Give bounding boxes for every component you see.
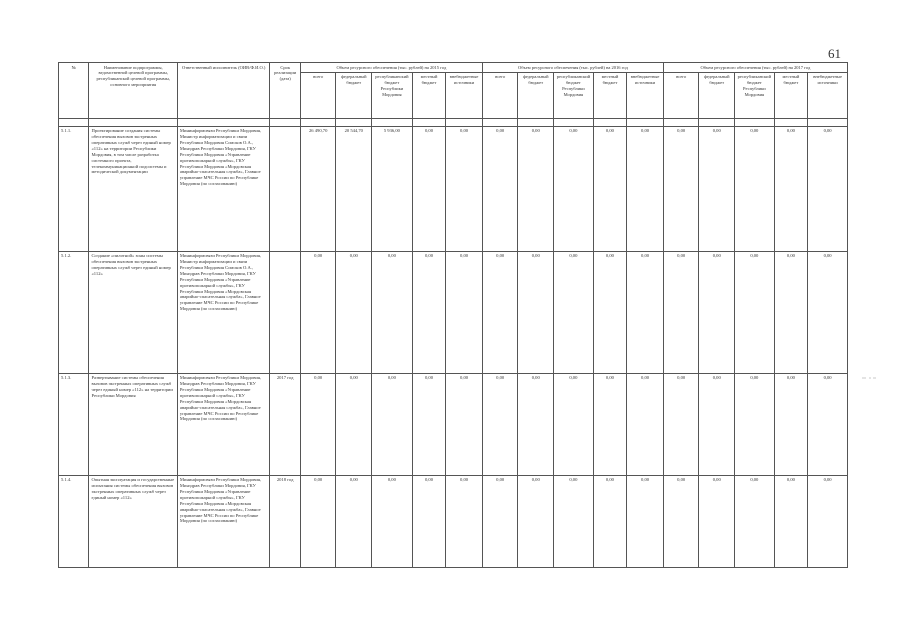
row-value: 0,00 — [518, 475, 554, 567]
row-value: 0,00 — [699, 126, 735, 251]
row-value: 0,00 — [482, 373, 518, 475]
header-group-2015: Объем ресурсного обеспечения (тыс. рублей) на 2015 год — [300, 63, 482, 73]
row-value: 0,00 — [412, 475, 446, 567]
row-value: 5 936,00 — [372, 126, 413, 251]
row-value: 0,00 — [412, 126, 446, 251]
row-value: 0,00 — [699, 475, 735, 567]
header-spacer-row — [59, 118, 848, 126]
header-group-2017: Объем ресурсного обеспечения (тыс. рублей) на 2017 год — [663, 63, 847, 73]
row-value: 0,00 — [735, 373, 775, 475]
row-value: 0,00 — [735, 251, 775, 373]
row-executor: Мининформсвязи Республики Мордовия, Министр информатизации и связи Республики Мордовия Сомсков О.А., Минздрав Республики Мордовия, ГКУ Республики Мордовия «Управление противопожарной службы», ГКУ Республики Мордовия «Мордовская аварийно-спасательная служба», Главное управление МЧС России по Республике Мордовия (по согласованию) — [177, 251, 270, 373]
spacer-cell — [270, 118, 300, 126]
scan-artifact-mark — [862, 375, 876, 381]
row-name: Создание «пилотной» зоны системы обеспечения вызовов экстренных оперативных служб через единый номер «112» — [89, 251, 177, 373]
row-name: Развертывание системы обеспечения вызовов экстренных оперативных служб через единый номер «112» на территории Республики Мордовия — [89, 373, 177, 475]
spacer-cell — [446, 118, 483, 126]
budget-table-sheet — [58, 62, 848, 568]
header-executor: Ответственный исполнитель (ОИВ/Ф.И.О.) — [177, 63, 270, 119]
spacer-cell — [593, 118, 627, 126]
row-value: 0,00 — [482, 126, 518, 251]
table-body — [59, 118, 848, 567]
row-value: 0,00 — [518, 373, 554, 475]
table-row — [59, 475, 848, 567]
header-local: местный бюджет — [774, 72, 808, 118]
row-value: 0,00 — [372, 373, 413, 475]
row-value: 0,00 — [593, 251, 627, 373]
row-value: 0,00 — [699, 251, 735, 373]
header-federal: федеральный бюджет — [699, 72, 735, 118]
row-executor: Мининформсвязи Республики Мордовия, Министр информатизации и связи Республики Мордовия Сомсков О.А., Минздрав Республики Мордовия, ГКУ Республики Мордовия «Управление противопожарной службы», ГКУ Республики Мордовия «Мордовская аварийно-спасательная служба», Главное управление МЧС России по Республике Мордовия (по согласованию) — [177, 126, 270, 251]
row-number: 5.1.4. — [59, 475, 89, 567]
row-value: 0,00 — [663, 475, 699, 567]
row-value: 0,00 — [446, 251, 483, 373]
header-local: местный бюджет — [412, 72, 446, 118]
header-total: всего — [663, 72, 699, 118]
row-executor: Мининформсвязи Республики Мордовия, Минздрав Республики Мордовия, ГКУ Республики Мордовия «Управление противопожарной службы», ГКУ Республики Мордовия «Мордовская аварийно-спасательная служба», Главное управление МЧС России по Республике Мордовия (по согласованию) — [177, 475, 270, 567]
spacer-cell — [482, 118, 518, 126]
spacer-cell — [518, 118, 554, 126]
spacer-cell — [554, 118, 594, 126]
spacer-cell — [699, 118, 735, 126]
header-federal: федеральный бюджет — [336, 72, 372, 118]
row-value: 0,00 — [372, 251, 413, 373]
row-value: 0,00 — [593, 373, 627, 475]
header-local: местный бюджет — [593, 72, 627, 118]
row-value: 0,00 — [518, 126, 554, 251]
row-executor: Мининформсвязи Республики Мордовия, Минздрав Республики Мордовия, ГКУ Республики Мордовия «Управление противопожарной службы», ГКУ Республики Мордовия «Мордовская аварийно-спасательная служба», Главное управление МЧС России по Республике Мордовия (по согласованию) — [177, 373, 270, 475]
row-number: 5.1.2. — [59, 251, 89, 373]
spacer-cell — [336, 118, 372, 126]
header-republic: республиканский бюджет Республики Мордовия — [554, 72, 594, 118]
row-value: 0,00 — [663, 373, 699, 475]
row-value: 0,00 — [412, 251, 446, 373]
header-no: № — [59, 63, 89, 119]
row-value: 26 490,70 — [300, 126, 336, 251]
header-federal: федеральный бюджет — [518, 72, 554, 118]
page-number: 61 — [828, 46, 841, 61]
row-name: Опытная эксплуатация и государственные испытания системы обеспечения вызовов экстренных оперативных служб через единый номер «112» — [89, 475, 177, 567]
row-value: 0,00 — [663, 251, 699, 373]
row-value: 0,00 — [336, 475, 372, 567]
row-value: 0,00 — [554, 251, 594, 373]
row-value: 0,00 — [412, 373, 446, 475]
row-value: 20 544,70 — [336, 126, 372, 251]
resource-provision-table — [58, 62, 848, 568]
row-value: 0,00 — [336, 251, 372, 373]
row-value: 0,00 — [808, 373, 848, 475]
row-value: 0,00 — [554, 475, 594, 567]
row-term: 2018 год — [270, 475, 300, 567]
header-total: всего — [300, 72, 336, 118]
row-value: 0,00 — [735, 126, 775, 251]
row-term — [270, 126, 300, 251]
row-term — [270, 251, 300, 373]
header-offbudget: внебюджетные источники — [627, 72, 664, 118]
spacer-cell — [372, 118, 413, 126]
row-value: 0,00 — [774, 251, 808, 373]
header-offbudget: внебюджетные источники — [446, 72, 483, 118]
header-offbudget: внебюджетные источники — [808, 72, 848, 118]
row-value: 0,00 — [482, 475, 518, 567]
row-number: 5.1.3. — [59, 373, 89, 475]
row-value: 0,00 — [808, 126, 848, 251]
row-value: 0,00 — [336, 373, 372, 475]
row-number: 5.1.1. — [59, 126, 89, 251]
row-value: 0,00 — [774, 373, 808, 475]
row-value: 0,00 — [593, 126, 627, 251]
table-row — [59, 251, 848, 373]
header-republic: республиканский бюджет Республики Мордовия — [735, 72, 775, 118]
row-value: 0,00 — [774, 126, 808, 251]
spacer-cell — [627, 118, 664, 126]
row-value: 0,00 — [774, 475, 808, 567]
row-value: 0,00 — [808, 251, 848, 373]
header-total: всего — [482, 72, 518, 118]
header-group-2016: Объем ресурсного обеспечения (тыс. рублей) на 2016 год — [482, 63, 663, 73]
header-republic: республиканский бюджет Республики Мордовия — [372, 72, 413, 118]
row-value: 0,00 — [300, 251, 336, 373]
spacer-cell — [177, 118, 270, 126]
row-value: 0,00 — [446, 373, 483, 475]
row-name: Проектирование создания системы обеспечения вызовов экстренных оперативных служб через единый номер «112» на территории Республики Мордовия, в том числе разработка системного проекта, телекоммуникационной подсистемы и методической документации — [89, 126, 177, 251]
row-value: 0,00 — [300, 475, 336, 567]
spacer-cell — [300, 118, 336, 126]
spacer-cell — [774, 118, 808, 126]
spacer-cell — [412, 118, 446, 126]
spacer-cell — [808, 118, 848, 126]
row-value: 0,00 — [627, 475, 664, 567]
spacer-cell — [663, 118, 699, 126]
spacer-cell — [89, 118, 177, 126]
row-value: 0,00 — [627, 126, 664, 251]
row-value: 0,00 — [446, 475, 483, 567]
row-value: 0,00 — [663, 126, 699, 251]
row-value: 0,00 — [554, 373, 594, 475]
row-value: 0,00 — [372, 475, 413, 567]
row-value: 0,00 — [554, 126, 594, 251]
row-value: 0,00 — [808, 475, 848, 567]
row-value: 0,00 — [482, 251, 518, 373]
header-term: Срок реализации (дата) — [270, 63, 300, 119]
row-value: 0,00 — [518, 251, 554, 373]
table-row — [59, 126, 848, 251]
spacer-cell — [59, 118, 89, 126]
row-value: 0,00 — [699, 373, 735, 475]
spacer-cell — [735, 118, 775, 126]
row-value: 0,00 — [735, 475, 775, 567]
row-value: 0,00 — [627, 373, 664, 475]
row-value: 0,00 — [300, 373, 336, 475]
header-row-groups — [59, 63, 848, 73]
table-row — [59, 373, 848, 475]
row-term: 2017 год — [270, 373, 300, 475]
header-name: Наименование подпрограммы, ведомственной целевой программы, республиканской целевой программы, основного мероприятия — [89, 63, 177, 119]
row-value: 0,00 — [627, 251, 664, 373]
row-value: 0,00 — [593, 475, 627, 567]
row-value: 0,00 — [446, 126, 483, 251]
